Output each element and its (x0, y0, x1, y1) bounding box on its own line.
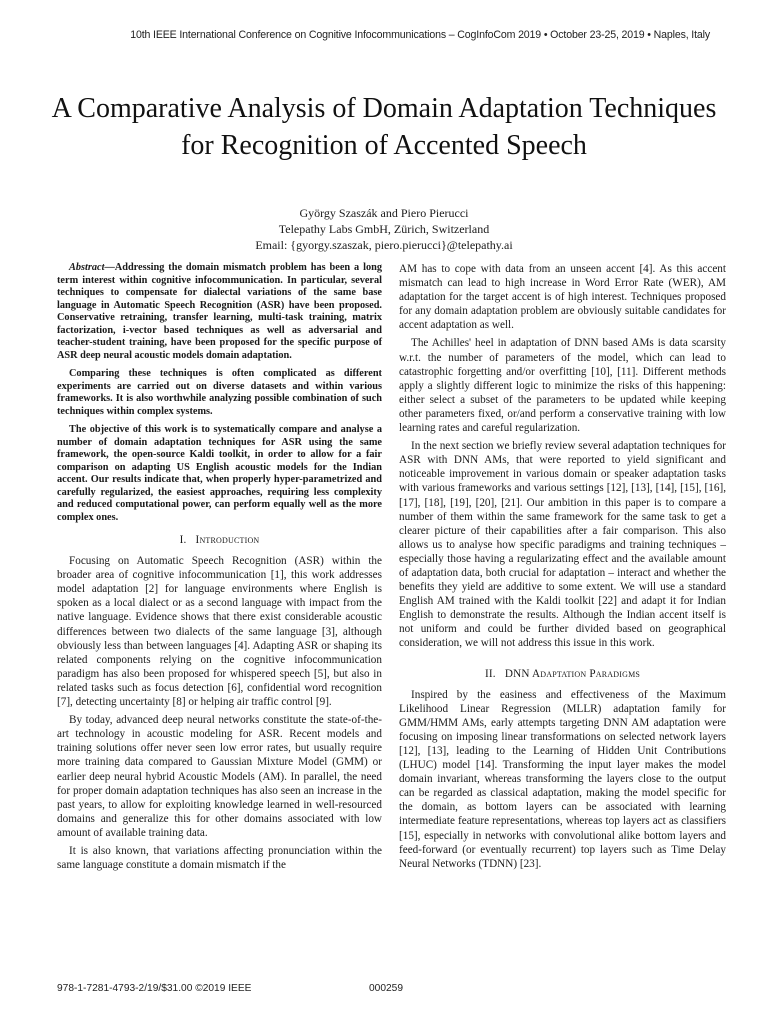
abstract-text: —Addressing the domain mismatch problem has been a long term interest within cognitive infocommunication. In particular, several techniques to compensate for dialectal variations of the same base language in Automatic Speech Recognition (ASR) have been proposed. Conservative retraining, transfer learning, multi-task training, matrix factorization, i-vector based techniques as well as adversarial and teacher-student training, have been proposed for the specific purpose of ASR deep neural acoustic models domain adaptation. (57, 262, 382, 361)
copyright-footer: 978-1-7281-4793-2/19/$31.00 ©2019 IEEE (57, 983, 252, 994)
right-column (399, 262, 726, 875)
page-number: 000259 (369, 983, 403, 994)
abstract-paragraph (57, 262, 382, 362)
section-number: II. (484, 667, 496, 680)
running-header: 10th IEEE International Conference on Cognitive Infocommunications – CogInfoCom 2019 • October 23-25, 2019 • Naples, Italy (130, 29, 710, 41)
email: Email: {gyorgy.szaszak, piero.pierucci}@telepathy.ai (255, 238, 513, 252)
abstract-paragraph: Comparing these techniques is often complicated as different experiments are carried out on diverse datasets and within various frameworks. It is also worthwhile analyzing possible combination of such techniques within complex systems. (57, 368, 382, 417)
body-paragraph: AM has to cope with data from an unseen accent [4]. As this accent mismatch can lead to high increase in Word Error Rate (WER), AM adaptation for the target accent is of high interest. Techniques proposed for any domain adaptation problem are obviously suitable candidates for accent adaptation as well. (399, 263, 726, 332)
author-block (0, 205, 768, 253)
section-heading-dnn-adaptation (399, 667, 726, 681)
abstract (57, 262, 382, 524)
body-paragraph: The Achilles' heel in adaptation of DNN based AMs is data scarsity w.r.t. the number of parameters of the model, which can lead to catastrophic forgetting and/or overfitting [10], [11]. Different methods apply a slightly different logic to minimize the risks of this happening: either select a subset of the parameters to be updated while keeping other parameters fixed, or/and perform a conservative training with low learning rates and careful regularization. (399, 337, 726, 435)
body-paragraph: In the next section we briefly review several adaptation techniques for ASR with DNN AMs, that were reported to yield significant and noticeable improvement in various domain or speaker adaptation tasks with various frameworks and various settings [12], [13], [14], [15], [16], [17], [18], [19], [20], [21]. Our ambition in this paper is to compare a number of them within the same framework for the same task to get a clearer picture of their capabilities after a fair comparison. This also allows us to analyse how specific paradigms and training techniques – especially those having a regularizating effect and the available amount of adaptation data, both crucial for adaptation – interact and whether the benefits they yield are additive to some extent. We will use a standard English AM trained with the Kaldi toolkit [22] and adapt it for Indian English to demonstrate the results. Although the Indian accent itself is not uniform and could be further divided based on geographical consideration, we will not address this issue in this work. (399, 440, 726, 650)
section-title: DNN Adaptation Paradigms (504, 667, 641, 680)
abstract-lead: Abstract (69, 262, 105, 273)
body-paragraph: Focusing on Automatic Speech Recognition (ASR) within the broader area of cognitive infocommunication [1], this work addresses model adaptation [2] for language environments where English is spoken as a local dialect or as a second language with impact from the native language. Evidence shows that there exist considerable acoustic differences between two dialects of the same language [3], although obviously less than between languages [4]. Adapting ASR or shaping its related components relying on the cognitive infocommunication paradigm has also been proposed for whispered speech [5], but also in related tasks such as focus detection [6], confidential word recognition [7], detecting uncertainty [8] or helping air traffic control [9]. (57, 555, 382, 709)
paper-title: A Comparative Analysis of Domain Adaptation Techniques for Recognition of Accented Speech (51, 93, 717, 161)
author-names: György Szaszák and Piero Pierucci (299, 206, 469, 220)
body-paragraph: Inspired by the easiness and effectiveness of the Maximum Likelihood Linear Regression (MLLR) adaptation family for GMM/HMM AMs, early attempts targeting DNN AM adaptation were focusing on imposing linear transformations on selected network layers [12], [13], leading to the Learning of Hidden Unit Contributions (LHUC) model [14]. Transforming the input layer makes the model domain invariant, whereas transforming the layers close to the output can be regarded as classical adaptation, making the model specific for the domain, as bottom layers can be associated with learning intermediate feature representations, whereas top layers act as classifiers [15], especially in networks with convolutional alike bottom layers and feed-forward (or eventually recurrent) top layers such as Time Delay Neural Networks (TDNN) [23]. (399, 688, 726, 870)
section-title: Introduction (195, 534, 260, 546)
section-number: I. (179, 534, 187, 546)
abstract-paragraph: The objective of this work is to systematically compare and analyse a number of domain adaptation techniques for ASR using the same framework, the open-source Kaldi toolkit, in order to allow for a fair comparison on adapting US English acoustic models for the Indian accent. Our results indicate that, when properly hyper-parametrized and carefully regularized, the easiest approaches, requiring less complexity and reduced computational power, can perform equally well as the more complex ones. (57, 424, 382, 523)
body-paragraph: It is also known, that variations affecting pronunciation within the same language constitute a domain mismatch if the (57, 844, 382, 872)
affiliation: Telepathy Labs GmbH, Zürich, Switzerland (278, 222, 490, 236)
body-paragraph: By today, advanced deep neural networks constitute the state-of-the-art technology in acoustic modeling for ASR. Recent models and training solutions offer never seen low error rates, but usually require more training data compared to Gaussian Mixture Model (GMM) or earlier deep neural hybrid Acoustic Models (AM). In parallel, the need for proper domain adaptation techniques has also seen an increase in the past years, to allow for exploiting knowledge learned in well-resourced domains and generalize this for other domains associated with low amount of available training data. (57, 714, 382, 839)
left-column (57, 262, 382, 876)
section-heading-introduction (57, 533, 382, 547)
